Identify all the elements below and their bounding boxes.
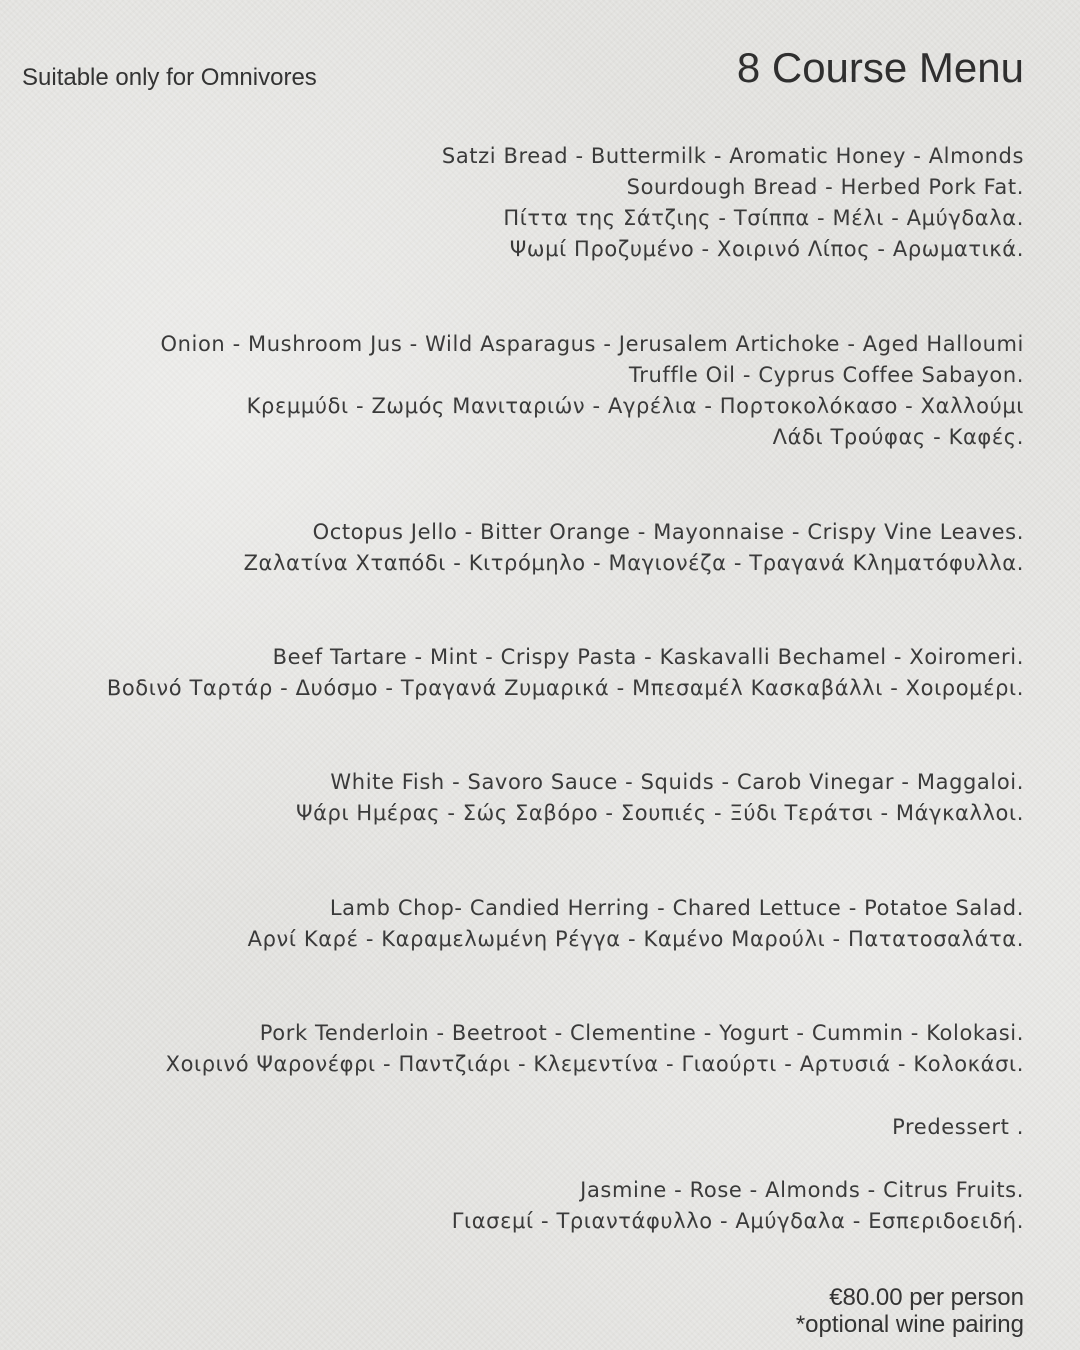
course-3-line-1: Octopus Jello - Bitter Orange - Mayonnaise - Crispy Vine Leaves.	[312, 520, 1024, 544]
dessert-line-2: Γιασεμί - Τριαντάφυλλο - Αμύγδαλα - Εσπεριδοειδή.	[451, 1209, 1024, 1233]
course-7-line-2: Χοιρινό Ψαρονέφρι - Παντζιάρι - Κλεμεντίνα - Γιαούρτι - Αρτυσιά - Κολοκάσι.	[165, 1052, 1024, 1076]
course-4-line-1: Beef Tartare - Mint - Crispy Pasta - Kaskavalli Bechamel - Xoiromeri.	[272, 645, 1024, 669]
course-7-line-1: Pork Tenderloin - Beetroot - Clementine - Yogurt - Cummin - Kolokasi.	[259, 1021, 1024, 1045]
tagline: Suitable only for Omnivores	[22, 64, 317, 91]
course-2-line-2: Truffle Oil - Cyprus Coffee Sabayon.	[628, 363, 1024, 387]
course-5-line-1: White Fish - Savoro Sauce - Squids - Carob Vinegar - Maggaloi.	[330, 770, 1024, 794]
course-2-line-4: Λάδι Τρούφας - Καφές.	[772, 425, 1024, 449]
course-3-line-2: Ζαλατίνα Χταπόδι - Κιτρόμηλο - Μαγιονέζα - Τραγανά Κληματόφυλλα.	[243, 551, 1024, 575]
course-5-line-2: Ψάρι Ημέρας - Σώς Σαβόρο - Σουπιές - Ξύδι Τεράτσι - Μάγκαλλοι.	[295, 801, 1024, 825]
predessert-line: Predessert .	[892, 1115, 1024, 1139]
wine-pairing-note: *optional wine pairing	[795, 1311, 1024, 1338]
course-1-line-2: Sourdough Bread - Herbed Pork Fat.	[626, 175, 1024, 199]
course-1-line-3: Πίττα της Σάτζιης - Τσίππα - Μέλι - Αμύγδαλα.	[503, 206, 1024, 230]
course-2-line-3: Κρεμμύδι - Ζωμός Μανιταριών - Αγρέλια - Πορτοκολόκασο - Χαλλούμι	[246, 394, 1024, 418]
course-6-line-2: Αρνί Καρέ - Καραμελωμένη Ρέγγα - Καμένο Μαρούλι - Πατατοσαλάτα.	[247, 927, 1024, 951]
course-2-line-1: Onion - Mushroom Jus - Wild Asparagus - Jerusalem Artichoke - Aged Halloumi	[160, 332, 1024, 356]
course-4-line-2: Βοδινό Ταρτάρ - Δυόσμο - Τραγανά Ζυμαρικά - Μπεσαμέλ Κασκαβάλλι - Χοιρομέρι.	[106, 676, 1024, 700]
dessert-line-1: Jasmine - Rose - Almonds - Citrus Fruits.	[580, 1178, 1024, 1202]
course-1-line-4: Ψωμί Προζυμένο - Χοιρινό Λίπος - Αρωματικά.	[509, 237, 1024, 261]
course-1-line-1: Satzi Bread - Buttermilk - Aromatic Honey - Almonds	[441, 144, 1024, 168]
price: €80.00 per person	[829, 1284, 1024, 1311]
menu-title: 8 Course Menu	[736, 44, 1024, 91]
course-6-line-1: Lamb Chop- Candied Herring - Chared Lettuce - Potatoe Salad.	[329, 896, 1024, 920]
